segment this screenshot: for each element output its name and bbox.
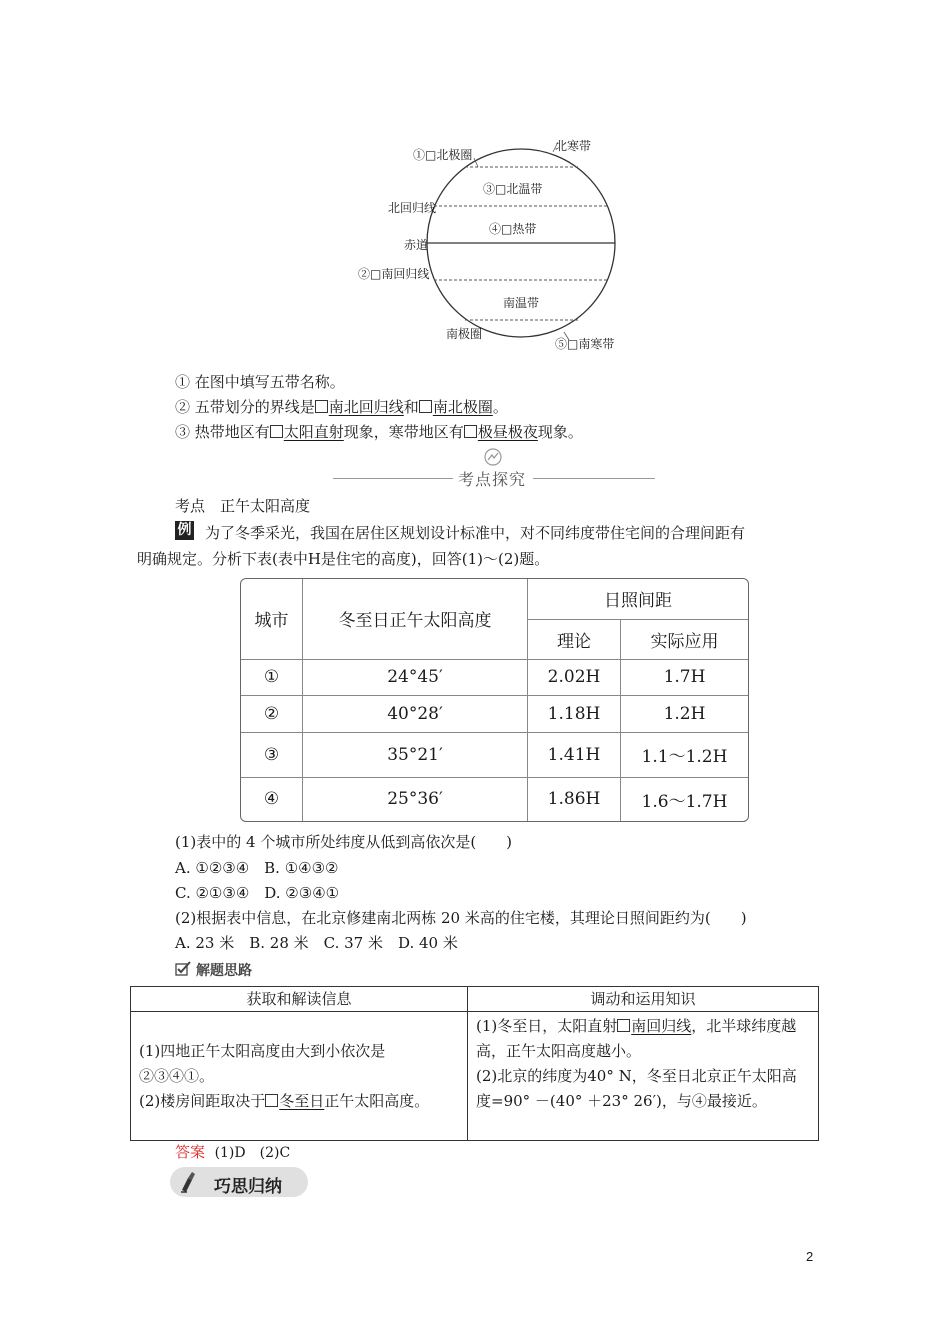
answer-blank (419, 398, 493, 416)
pen-icon (178, 1170, 208, 1194)
label-tropical: ④□热带 (489, 222, 537, 236)
label-equator: 赤道 (404, 238, 429, 252)
thinking-left-1: (1)四地正午太阳高度由大到小依次是②③④①。 (139, 1041, 386, 1085)
question-1-options-cd: C. ②①③④ D. ②③④① (175, 884, 340, 902)
section-divider-left (333, 478, 453, 479)
example-tag: 例 (175, 521, 194, 540)
header-city: 城市 (241, 579, 303, 659)
kaodian-heading: 考点 正午太阳高度 (175, 497, 311, 515)
answer-text: 极昼极夜 (477, 423, 538, 441)
qa-text: 。 (492, 398, 508, 416)
cell-theory: 2.02H (528, 659, 621, 696)
cell-angle: 25°36′ (303, 777, 528, 821)
answer-blank (270, 423, 344, 441)
five-zones-diagram (340, 130, 640, 355)
answer-text: 太阳直射 (283, 423, 344, 441)
label-south-temperate: 南温带 (503, 296, 540, 310)
answer-blank (315, 398, 404, 416)
summary-title: 巧思归纳 (214, 1177, 282, 1197)
cell-theory: 1.41H (528, 732, 621, 777)
qa-text: 现象，寒带地区有 (343, 423, 464, 441)
blank-box-icon (265, 1094, 278, 1107)
label-north-frigid: 北寒带 (555, 139, 592, 153)
cell-theory: 1.86H (528, 777, 621, 821)
sun-altitude-table (240, 578, 749, 822)
cell-angle: 40°28′ (303, 696, 528, 733)
cell-actual: 1.6～1.7H (621, 777, 749, 821)
cell-angle: 35°21′ (303, 732, 528, 777)
section-title: 考点探究 (458, 470, 527, 489)
page-number: 2 (806, 1249, 814, 1264)
thinking-right-cell (468, 1012, 819, 1141)
thinking-title: 解题思路 (196, 963, 252, 979)
blank-box-icon (464, 425, 477, 438)
qa-text: ① 在图中填写五带名称。 (175, 373, 345, 391)
cell-city: ① (241, 659, 303, 696)
header-actual: 实际应用 (621, 619, 749, 659)
qa-text: ② 五带划分的界线是 (175, 398, 315, 416)
label-tropic-cancer: 北回归线 (388, 201, 437, 215)
table-row (241, 659, 748, 696)
thinking-col2-header: 调动和运用知识 (468, 987, 819, 1012)
thinking-col1-header: 获取和解读信息 (131, 987, 468, 1012)
text: (2)楼房间距取决于 (139, 1091, 266, 1110)
qa-line-1 (175, 371, 345, 392)
label-south-frigid: ⑤□南寒带 (555, 337, 615, 351)
thinking-left-cell (131, 1012, 468, 1141)
cell-actual: 1.2H (621, 696, 749, 733)
answer-text: 南北极圈 (432, 398, 493, 416)
cell-city: ② (241, 696, 303, 733)
answer-label: 答案 (175, 1143, 206, 1161)
table-row (241, 777, 748, 821)
label-arctic-circle: ①□北极圈 (413, 148, 473, 162)
qa-text: ③ 热带地区有 (175, 423, 270, 441)
cell-actual: 1.7H (621, 659, 749, 696)
label-north-temperate: ③□北温带 (483, 182, 543, 196)
answer-line (175, 1141, 290, 1162)
example-text-line2: 明确规定。分析下表(表中H是住宅的高度)，回答(1)～(2)题。 (137, 550, 550, 568)
cell-actual: 1.1～1.2H (621, 732, 749, 777)
question-1: (1)表中的 4 个城市所处纬度从低到高依次是( ) (175, 833, 513, 851)
label-tropic-capricorn: ②□南回归线 (358, 267, 430, 281)
thinking-table (130, 986, 819, 1141)
header-spacing: 日照间距 (528, 579, 749, 619)
cell-city: ④ (241, 777, 303, 821)
question-1-options-ab: A. ①②③④ B. ①④③② (175, 859, 339, 877)
answer-text: 南回归线 (631, 1017, 692, 1035)
answer-blank (464, 423, 538, 441)
answer-text: 南北回归线 (328, 398, 404, 416)
qa-text: 现象。 (537, 423, 583, 441)
text: 正午太阳高度。 (324, 1091, 430, 1110)
example-text-line1: 为了冬季采光，我国在居住区规划设计标准中，对不同纬度带住宅间的合理间距有 (205, 524, 746, 542)
section-emblem-icon (481, 447, 505, 467)
thinking-right-1 (476, 1014, 810, 1064)
qa-line-3 (175, 421, 583, 442)
blank-box-icon (419, 400, 432, 413)
cell-angle: 24°45′ (303, 659, 528, 696)
table-row (241, 732, 748, 777)
qa-line-2 (175, 396, 508, 417)
answer-blank (265, 1092, 324, 1110)
question-2: (2)根据表中信息，在北京修建南北两栋 20 米高的住宅楼，其理论日照间距约为( ) (175, 909, 747, 927)
section-divider-right (533, 478, 655, 479)
blank-box-icon (617, 1019, 630, 1032)
table-row (241, 696, 748, 733)
checkbox-check-icon (175, 961, 191, 977)
answer-blank (617, 1017, 691, 1035)
question-2-options: A. 23 米 B. 28 米 C. 37 米 D. 40 米 (175, 934, 458, 952)
cell-city: ③ (241, 732, 303, 777)
qa-text: 和 (403, 398, 419, 416)
text: ，北半球纬度越高，正午太阳高度越小。 (476, 1017, 797, 1060)
thinking-left-2 (139, 1089, 459, 1114)
cell-theory: 1.18H (528, 696, 621, 733)
thinking-right-2: (2)北京的纬度为40° N，冬至日北京正午太阳高度=90° －(40° ＋23° 26′)，与④最接近。 (476, 1067, 797, 1110)
label-antarctic-circle: 南极圈 (446, 327, 483, 341)
text: (1)冬至日，太阳直射 (476, 1017, 618, 1035)
blank-box-icon (315, 400, 328, 413)
answer-text: 冬至日 (279, 1091, 325, 1110)
header-angle: 冬至日正午太阳高度 (303, 579, 528, 659)
header-theory: 理论 (528, 619, 621, 659)
blank-box-icon (270, 425, 283, 438)
answer-text: (1)D (2)C (214, 1145, 291, 1161)
